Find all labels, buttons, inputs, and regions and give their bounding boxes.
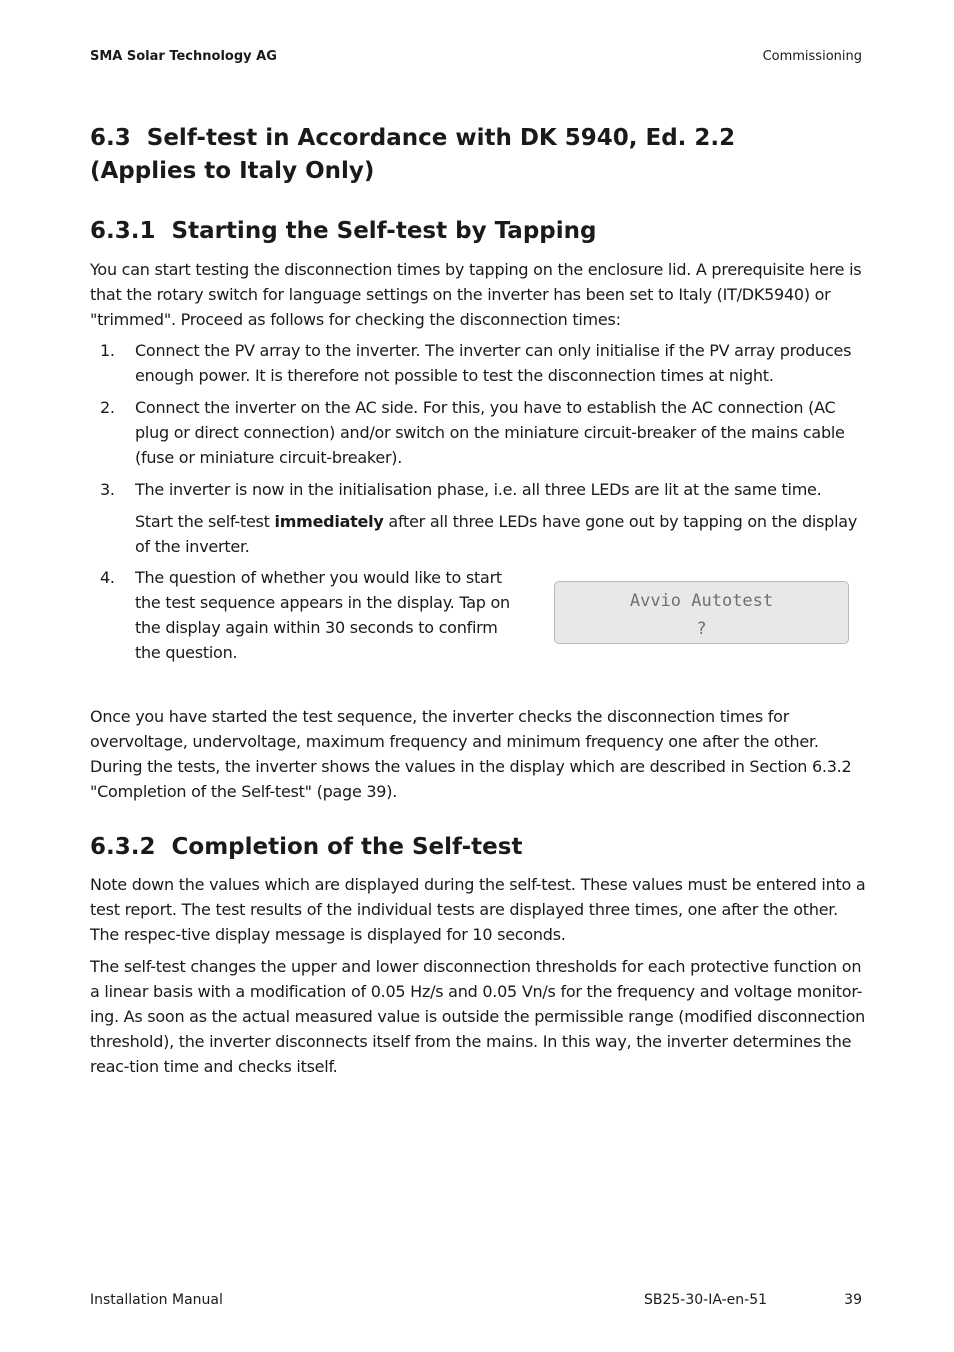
step-3-note	[135, 509, 866, 559]
step-text: Connect the inverter on the AC side. For this, you have to establish the AC connection (AC plug or direct connection) and/or switch on the miniature circuit-breaker of the mains cable (fuse or miniature circuit-breaker).	[135, 398, 845, 467]
subsection2-para2: The self-test changes the upper and lower disconnection thresholds for each protective function on a linear basis with a modification of 0.05 Hz/s and 0.05 Vn/s for the frequency and voltage monitor-ing. As soon as the actual measured value is outside the permissible range (modified disconnection threshold), the inverter disconnects itself from the mains. In this way, the inverter determines the reac-tion time and checks itself.	[90, 957, 865, 1076]
section-title-line1: Self-test in Accordance with DK 5940, Ed. 2.2	[146, 125, 736, 151]
subsection1-intro: You can start testing the disconnection times by tapping on the enclosure lid. A prerequisite here is that the rotary switch for language settings on the inverter has been set to Italy (IT/DK5940) or "trimmed". Proceed as follows for checking the disconnection times:	[90, 260, 862, 329]
footer-doc-code: SB25-30-IA-en-51	[644, 1292, 768, 1308]
subsection2-number: 6.3.2	[90, 834, 156, 860]
subsection1-title: Starting the Self-test by Tapping	[171, 218, 597, 244]
subsection1-outro: Once you have started the test sequence, the inverter checks the disconnection times for overvoltage, undervoltage, maximum frequency and minimum frequency one after the other. During the tests, the inverter shows the values in the display which are described in Section 6.3.2 "Completion of the Self-test" (page 39).	[90, 707, 852, 801]
header-company: SMA Solar Technology AG	[90, 49, 277, 64]
subsection2-title: Completion of the Self-test	[171, 834, 523, 860]
subsection2-para1: Note down the values which are displayed during the self-test. These values must be entered into a test report. The test results of the individual tests are displayed three times, one after the other. The respec-tive display message is displayed for 10 seconds.	[90, 875, 866, 944]
step-2	[90, 395, 866, 470]
subsection1-heading	[90, 216, 596, 246]
note-text: after all three LEDs have gone out by tapping on the display of the inverter.	[135, 512, 858, 556]
section-title-line2: (Applies to Italy Only)	[90, 158, 375, 184]
note-emphasis: immediately	[274, 512, 384, 531]
display-line-1: Avvio Autotest	[629, 591, 774, 611]
step-number: 2.	[100, 398, 115, 417]
step-text: The inverter is now in the initialisation phase, i.e. all three LEDs are lit at the same time.	[135, 480, 822, 499]
section-number: 6.3	[90, 125, 131, 151]
step-number: 4.	[100, 568, 115, 587]
section-heading	[90, 122, 866, 188]
subsection2-heading	[90, 832, 522, 862]
step-number: 3.	[100, 480, 115, 499]
inverter-display	[554, 581, 849, 644]
header-chapter: Commissioning	[762, 49, 862, 64]
step-3	[90, 477, 866, 559]
step-1	[90, 338, 866, 388]
note-text: Start the self-test	[135, 512, 275, 531]
subsection1-number: 6.3.1	[90, 218, 156, 244]
footer-doc-type: Installation Manual	[90, 1292, 223, 1308]
step-text: The question of whether you would like to start the test sequence appears in the display. Tap on the display again within 30 seconds to confirm the question.	[135, 568, 510, 662]
page-number: 39	[844, 1292, 862, 1308]
step-number: 1.	[100, 341, 115, 360]
step-text: Connect the PV array to the inverter. The inverter can only initialise if the PV array produces enough power. It is therefore not possible to test the disconnection times at night.	[135, 341, 852, 385]
display-line-2: ?	[696, 619, 707, 639]
